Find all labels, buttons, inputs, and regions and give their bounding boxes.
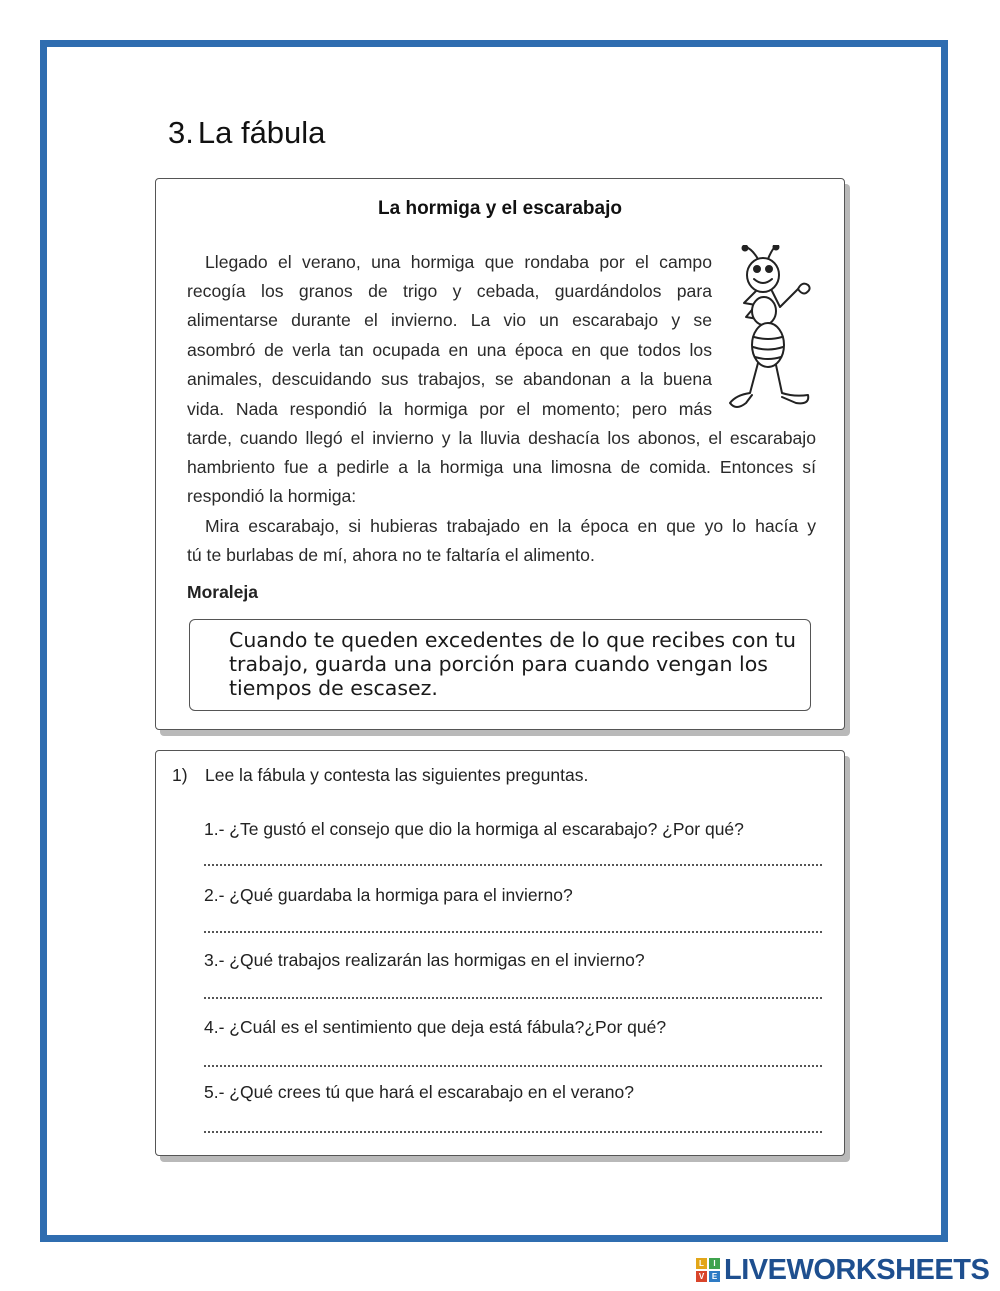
section-number: 3. — [168, 115, 194, 150]
moral-box — [189, 619, 811, 711]
logo-text: LIVEWORKSHEETS — [724, 1253, 990, 1286]
story-line: recogía los granos de trigo y cebada, guardándolos para — [187, 281, 712, 301]
question-4: 4.- ¿Cuál es el sentimiento que deja está fábula?¿Por qué? — [204, 1017, 667, 1037]
question-5: 5.- ¿Qué crees tú que hará el escarabajo en el verano? — [204, 1082, 634, 1102]
story-line: alimentarse durante el invierno. La vio un escarabajo y se — [187, 310, 712, 330]
moraleja-label: Moraleja — [187, 582, 258, 602]
ant-illustration — [716, 245, 826, 417]
moral-line: tiempos de escasez. — [229, 676, 438, 700]
questions-intro-text: Lee la fábula y contesta las siguientes preguntas. — [205, 765, 589, 785]
question-3: 3.- ¿Qué trabajos realizarán las hormigas en el invierno? — [204, 950, 645, 970]
liveworksheets-logo — [696, 1255, 989, 1285]
question-2: 2.- ¿Qué guardaba la hormiga para el invierno? — [204, 885, 573, 905]
questions-number: 1) — [172, 765, 188, 785]
section-title — [168, 115, 325, 151]
story-title: La hormiga y el escarabajo — [378, 198, 622, 219]
questions-intro — [172, 765, 588, 786]
story-line: vida. Nada respondió la hormiga por el momento; pero más — [187, 399, 712, 419]
question-1: 1.- ¿Te gustó el consejo que dio la hormiga al escarabajo? ¿Por qué? — [204, 819, 744, 839]
story-line: respondió la hormiga: — [187, 486, 357, 506]
logo-blocks-icon: L I V E — [696, 1258, 720, 1282]
story-line: asombró de verla tan ocupada en una época en que todos los — [187, 340, 712, 360]
story-line: Mira escarabajo, si hubieras trabajado en la época en que yo lo hacía y — [205, 516, 816, 536]
section-title-text: La fábula — [197, 115, 326, 150]
moral-line: Cuando te queden excedentes de lo que recibes con tu — [229, 628, 796, 652]
story-line: animales, descuidando sus trabajos, se abandonan a la buena — [187, 369, 712, 389]
story-card — [155, 178, 845, 730]
moral-line: trabajo, guarda una porción para cuando vengan los — [229, 652, 768, 676]
story-line: tarde, cuando llegó el invierno y la lluvia deshacía los abonos, el escarabajo — [187, 428, 816, 448]
questions-card — [155, 750, 845, 1156]
story-line: tú te burlabas de mí, ahora no te faltaría el alimento. — [187, 545, 595, 565]
answer-line-5[interactable] — [204, 1131, 822, 1133]
story-line: hambriento fue a pedirle a la hormiga una limosna de comida. Entonces sí — [187, 457, 816, 477]
answer-line-1[interactable] — [204, 864, 822, 866]
answer-line-2[interactable] — [204, 931, 822, 933]
story-line: Llegado el verano, una hormiga que rondaba por el campo — [205, 252, 712, 272]
answer-line-4[interactable] — [204, 1065, 822, 1067]
answer-line-3[interactable] — [204, 997, 822, 999]
